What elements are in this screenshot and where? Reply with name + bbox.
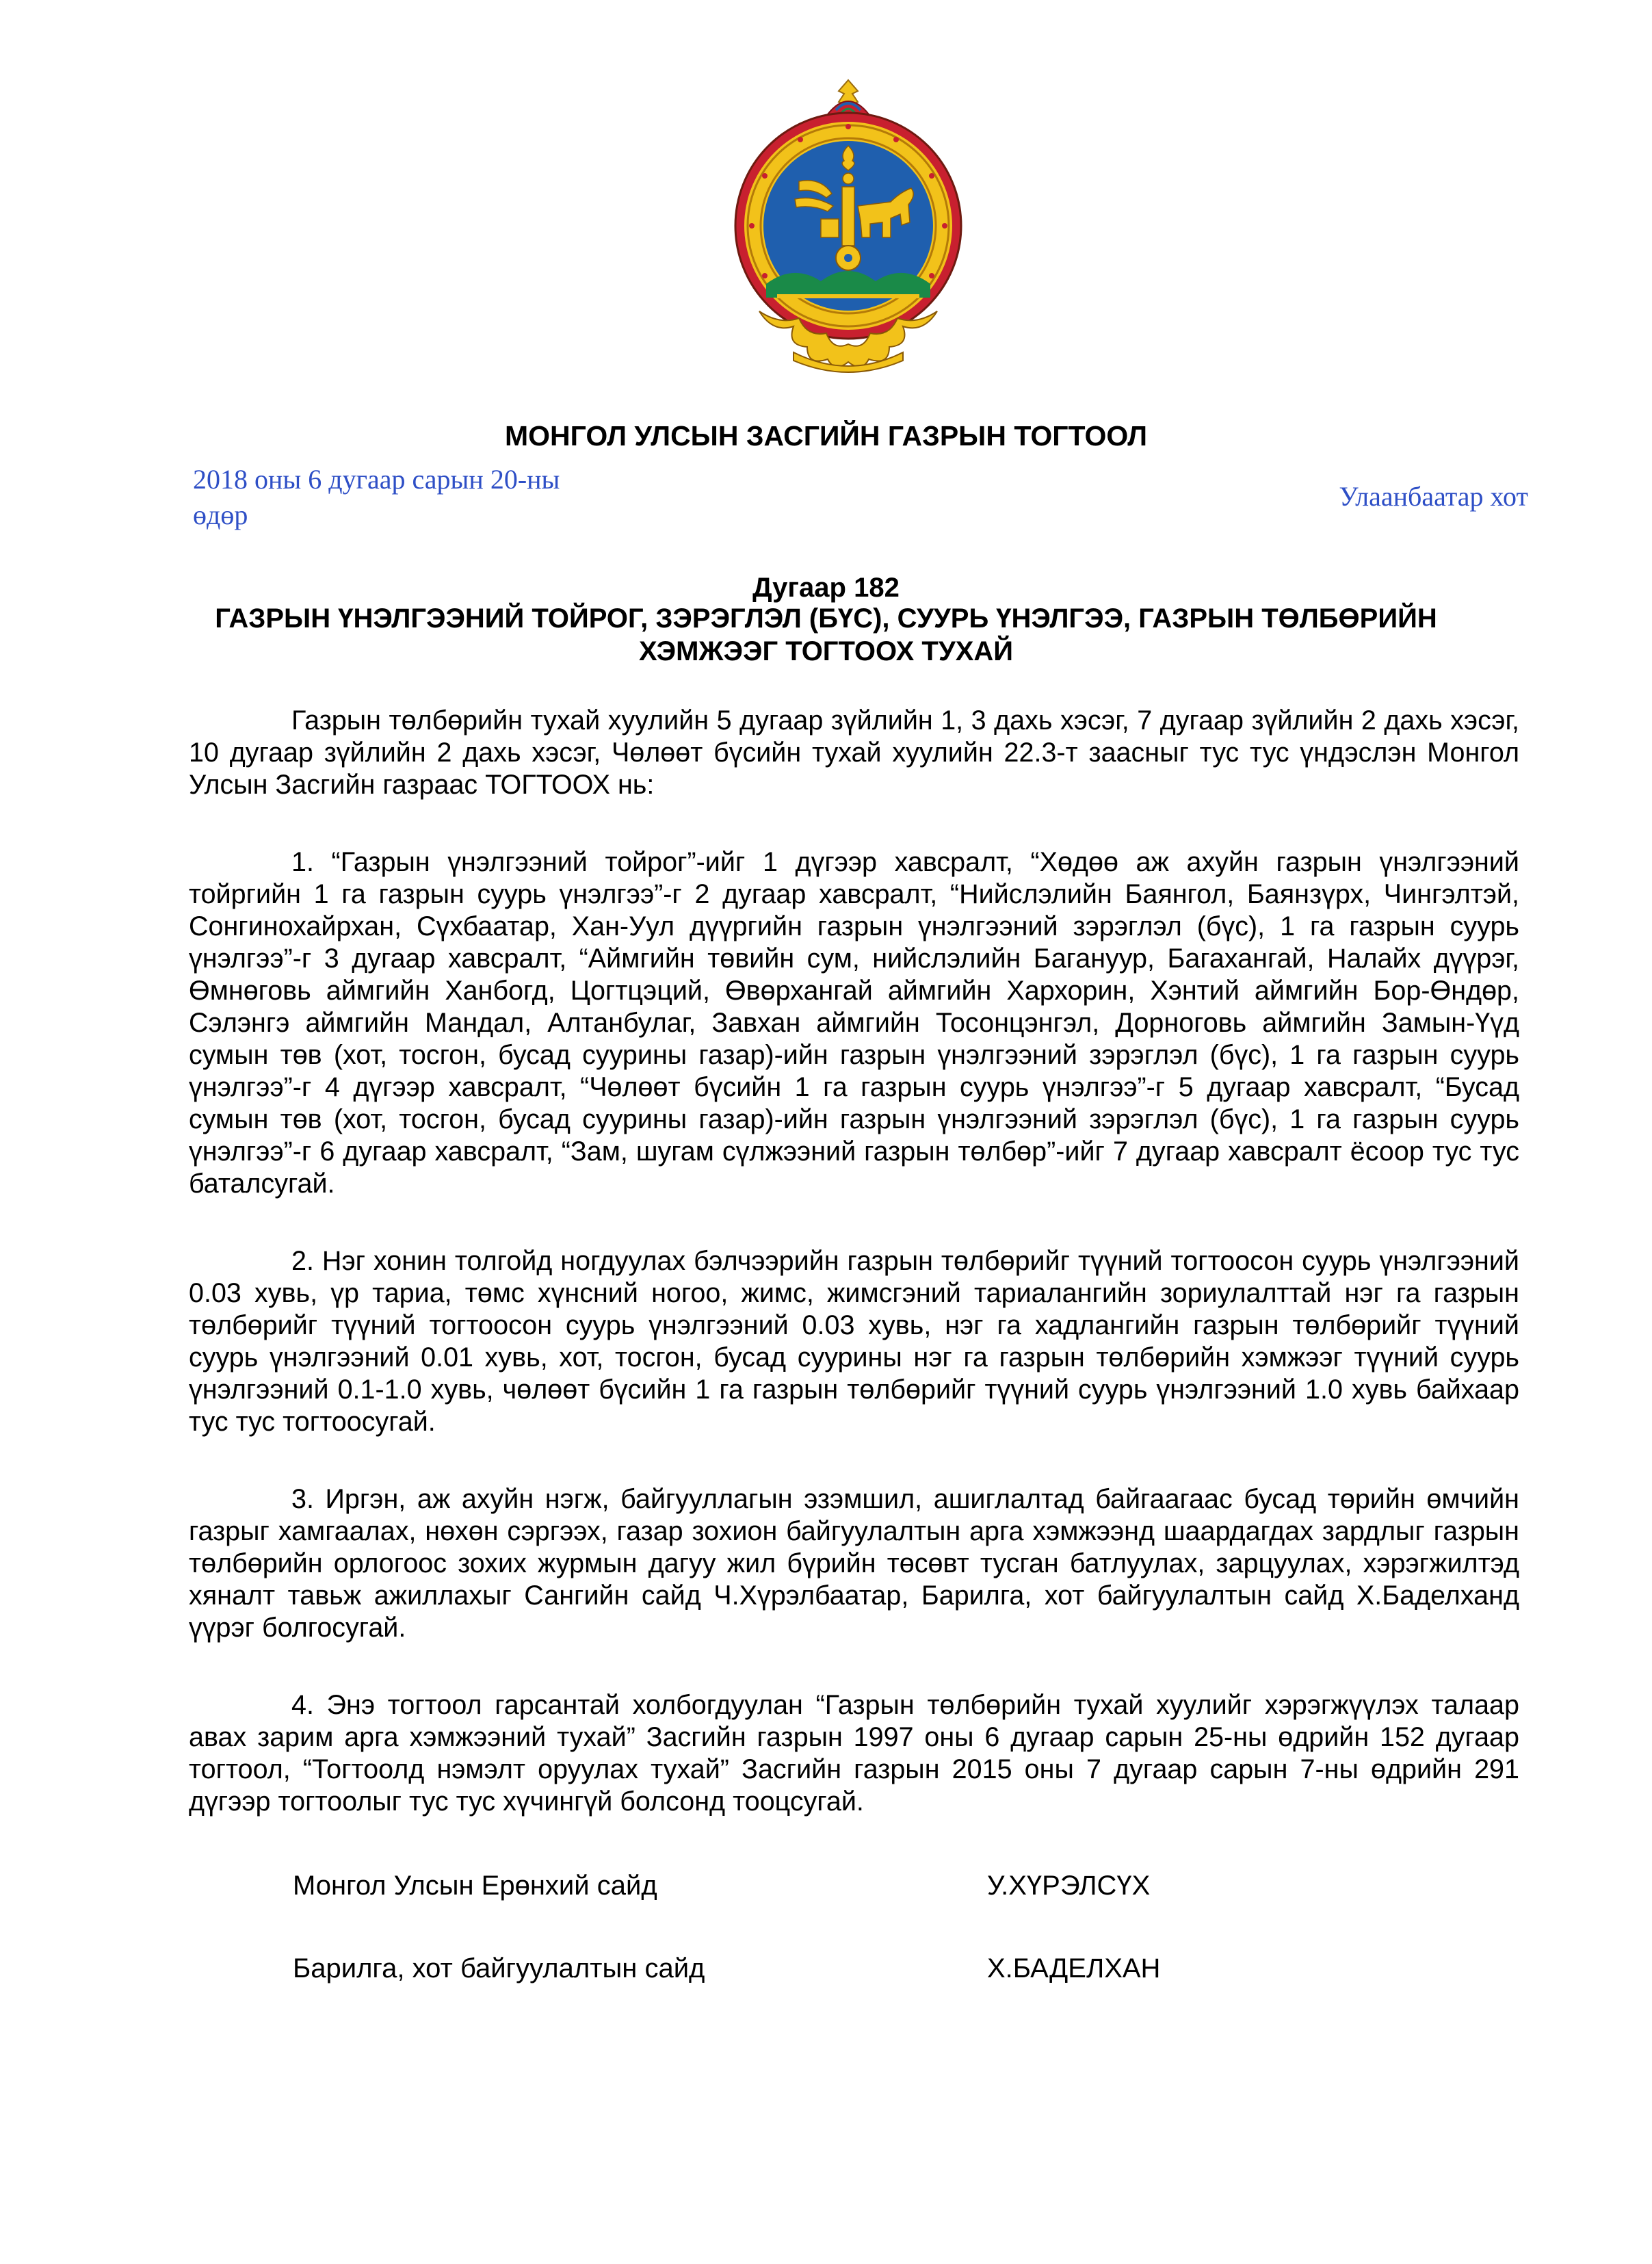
- clause-paragraph-1: 1. “Газрын үнэлгээний тойрог”-ийг 1 дүгээр хавсралт, “Хөдөө аж ахуйн газрын үнэлгээний тойргийн 1 га газрын суурь үнэлгээ”-г 2 дугаар хавсралт, “Нийслэлийн Баянгол, Баянзүрх, Чингэлтэй, Сонгинохайрхан, Сүхбаатар, Хан-Уул дүүргийн газрын үнэлгээний зэрэглэл (бүс), 1 га газрын суурь үнэлгээ”-г 3 дугаар хавсралт, “Аймгийн төвийн сум, нийслэлийн Багануур, Багахангай, Налайх дүүрэг, Өмнөговь аймгийн Ханбогд, Цогтцэций, Өвөрхангай аймгийн Хархорин, Хэнтий аймгийн Бор-Өндөр, Сэлэнгэ аймгийн Мандал, Алтанбулаг, Завхан аймгийн Тосонцэнгэл, Дорноговь аймгийн Замын-Үүд сумын төв (хот, тосгон, бусад суурины газар)-ийн газрын үнэлгээний зэрэглэл (бүс), 1 га газрын суурь үнэлгээ”-г 4 дүгээр хавсралт, “Чөлөөт бүсийн 1 га газрын суурь үнэлгээ”-г 5 дугаар хавсралт, “Бусад сумын төв (хот, тосгон, бусад суурины газар)-ийн газрын үнэлгээний зэрэглэл (бүс), 1 га газрын суурь үнэлгээ”-г 6 дугаар хавсралт, “Зам, шугам сүлжээний газрын төлбөр”-ийг 7 дугаар хавсралт ёсоор тус тус баталсугай.: [189, 847, 1519, 1199]
- signature-name-2: Х.БАДЕЛХАН: [987, 1953, 1161, 1983]
- document-city: Улаанбаатар хот: [1339, 481, 1528, 512]
- preamble-paragraph: Газрын төлбөрийн тухай хуулийн 5 дугаар зүйлийн 1, 3 дахь хэсэг, 7 дугаар зүйлийн 2 дахь хэсэг, 10 дугаар зүйлийн 2 дахь хэсэг, Чөлөөт бүсийн тухай хуулийн 22.3-т заасныг тус тус үндэслэн Монгол Улсын Засгийн газраас ТОГТООХ нь:: [189, 705, 1519, 800]
- clause-paragraph-3: 3. Иргэн, аж ахуйн нэгж, байгууллагын эзэмшил, ашиглалтад байгаагаас бусад төрийн өмчийн газрыг хамгаалах, нөхөн сэргээх, газар зохион байгуулалтын арга хэмжээнд шаардагдах зардлыг газрын төлбөрийн орлогоос зохих журмын дагуу жил бүрийн төсөвт тусган батлуулах, зарцуулах, хэрэгжилтэд хяналт тавьж ажиллахыг Сангийн сайд Ч.Хүрэлбаатар, Барилга, хот байгуулалтын сайд Х.Баделханд үүрэг болгосугай.: [189, 1484, 1519, 1643]
- document-body: [189, 705, 1519, 1863]
- signature-position-2: Барилга, хот байгуулалтын сайд: [293, 1953, 705, 1983]
- decree-subject: ГАЗРЫН ҮНЭЛГЭЭНИЙ ТОЙРОГ, ЗЭРЭГЛЭЛ (БҮС), СУУРЬ ҮНЭЛГЭЭ, ГАЗРЫН ТӨЛБӨРИЙН ХЭМЖЭЭГ ТОГТООХ ТУХАЙ: [215, 603, 1437, 666]
- document-title: МОНГОЛ УЛСЫН ЗАСГИЙН ГАЗРЫН ТОГТООЛ: [504, 420, 1148, 452]
- signature-name-1: У.ХҮРЭЛСҮХ: [987, 1871, 1151, 1901]
- decree-number: Дугаар 182: [752, 573, 900, 603]
- dharma-wheel-icon: [836, 246, 861, 270]
- signature-position-1: Монгол Улсын Ерөнхий сайд: [293, 1871, 657, 1901]
- state-emblem-icon: [711, 79, 985, 380]
- clause-paragraph-4: 4. Энэ тогтоол гарсантай холбогдуулан “Газрын төлбөрийн тухай хуулийг хэрэгжүүлэх талаар авах зарим арга хэмжээний тухай” Засгийн газрын 1997 оны 6 дугаар сарын 25-ны өдрийн 152 дугаар тогтоол, “Тогтоолд нэмэлт оруулах тухай” Засгийн газрын 2015 оны 7 дугаар сарын 7-ны өдрийн 291 дүгээр тогтоолыг тус тус хүчингүй болсонд тооцсугай.: [189, 1690, 1519, 1817]
- document-date: 2018 оны 6 дугаар сарын 20-ны өдөр: [193, 464, 560, 530]
- clause-paragraph-2: 2. Нэг хонин толгойд ногдуулах бэлчээрийн газрын төлбөрийг түүний тогтоосон суурь үнэлгээний 0.03 хувь, үр тариа, төмс хүнсний ногоо, жимс, жимсгэний тариалангийн зориулалттай нэг га газрын төлбөрийг түүний тогтоосон суурь үнэлгээний 0.03 хувь, нэг га хадлангийн газрын төлбөрийг түүний суурь үнэлгээний 0.01 хувь, хот, тосгон, бусад суурины нэг га газрын төлбөрийн хэмжээг түүний суурь үнэлгээний 0.1-1.0 хувь, чөлөөт бүсийн 1 га газрын төлбөрийг түүний суурь үнэлгээний 1.0 хувь байхаар тус тус тогтоосугай.: [189, 1246, 1519, 1437]
